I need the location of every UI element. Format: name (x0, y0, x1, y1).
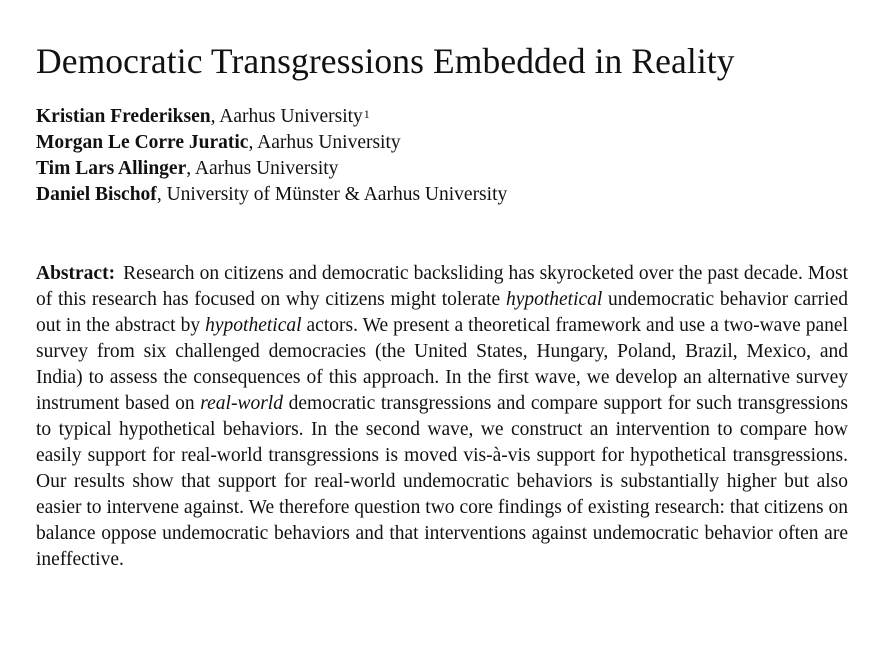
abstract-emphasis: real-world (200, 393, 283, 414)
abstract-segment: democratic transgressions and compare support for such transgressions to typical hypothetical behaviors. In the second wave, we construct an intervention to compare how easily support for real-world transgressions is moved vis-à-vis support for hypothetical transgressions. Our results show that support for real-world undemocratic behaviors is substantially higher but also easier to intervene against. We therefore question two core findings of existing research: that citizens on balance oppose undemocratic behaviors and that interventions against undemocratic behavior often are ineffective. (36, 393, 849, 570)
abstract-label: Abstract: (36, 263, 116, 284)
author-line (36, 182, 507, 208)
paper-title: Democratic Transgressions Embedded in Reality (36, 41, 735, 81)
abstract-segment: Research on citizens and democratic backsliding has skyrocketed over the past decade. Most of this research has focused on why citizens might tolerate (36, 263, 848, 310)
footnote-marker: 1 (363, 107, 370, 121)
abstract (36, 261, 848, 573)
author-line (36, 156, 507, 182)
author-line (36, 104, 507, 130)
abstract-emphasis: hypothetical (505, 289, 603, 310)
author-name: Morgan Le Corre Juratic (36, 132, 249, 153)
author-affiliation: , Aarhus University (210, 106, 363, 127)
author-name: Daniel Bischof (36, 184, 157, 205)
author-list (36, 104, 507, 208)
author-line (36, 130, 507, 156)
author-affiliation: , University of Münster & Aarhus University (156, 184, 508, 205)
abstract-emphasis: hypothetical (205, 315, 302, 336)
abstract-segment: undemocratic behavior carried out in the abstract by (36, 289, 848, 336)
author-name: Kristian Frederiksen (36, 106, 211, 127)
author-affiliation: , Aarhus University (248, 132, 401, 153)
author-affiliation: , Aarhus University (186, 158, 339, 179)
author-name: Tim Lars Allinger (36, 158, 187, 179)
abstract-segment: actors. We present a theoretical framework and use a two-wave panel survey from six challenged democracies (the United States, Hungary, Poland, Brazil, Mexico, and India) to assess the consequences of this approach. In the first wave, we develop an alternative survey instrument based on (36, 315, 848, 414)
